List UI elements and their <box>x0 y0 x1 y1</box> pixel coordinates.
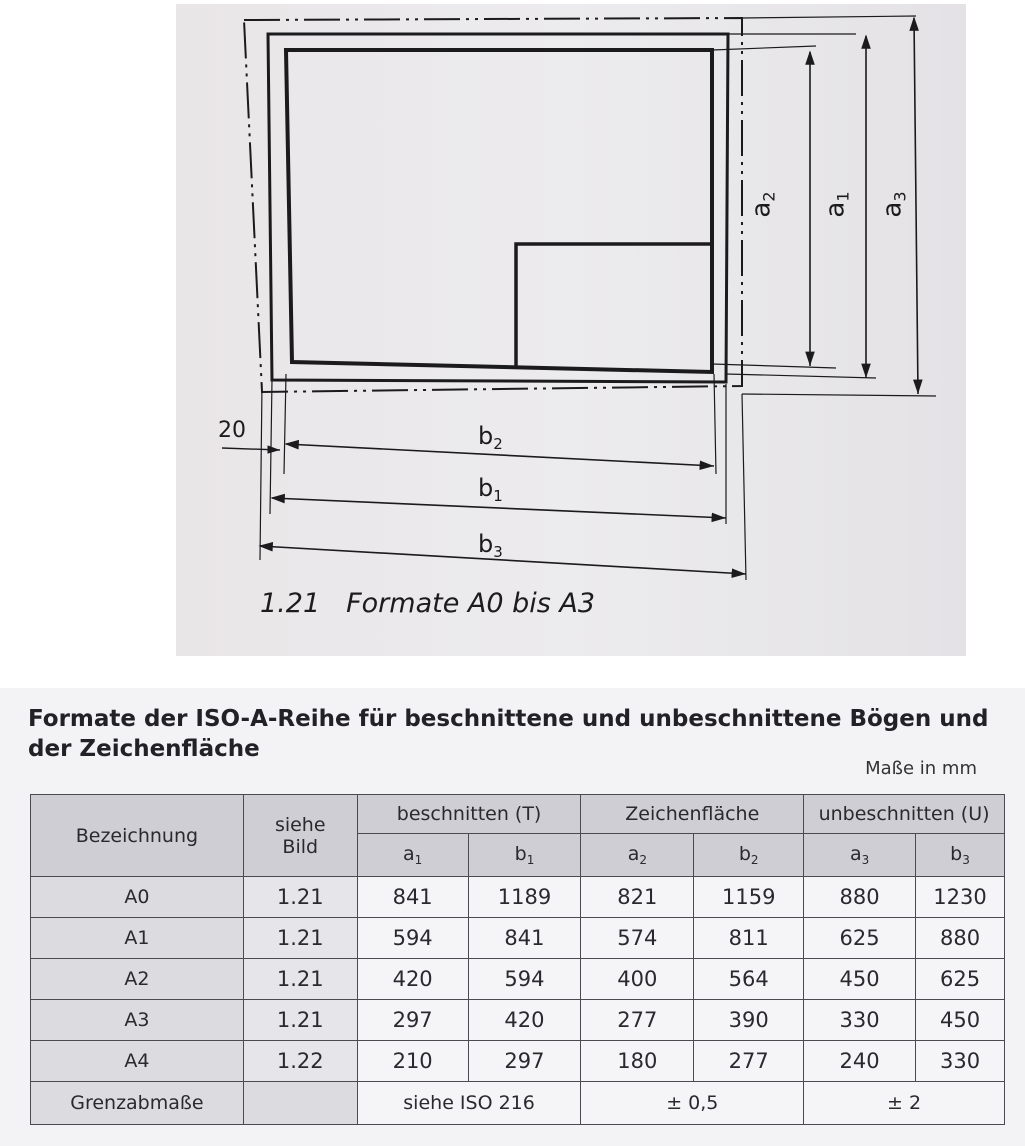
cell-b1: 297 <box>468 1041 581 1082</box>
cell-a2: 574 <box>581 918 694 959</box>
table-section <box>0 688 1025 1146</box>
header-a2: $a_2$ <box>581 834 694 877</box>
units-note: Maße in mm <box>865 758 977 779</box>
cell-b3: 330 <box>916 1041 1005 1082</box>
trimmed-sheet-outline <box>268 34 728 382</box>
header-b3: $b_3$ <box>916 834 1005 877</box>
cell-a2: 180 <box>581 1041 694 1082</box>
row-name: A1 <box>31 918 244 959</box>
limits-beschnitten: siehe ISO 216 <box>357 1082 581 1125</box>
cell-a1: 594 <box>357 918 468 959</box>
cell-b3: 1230 <box>916 877 1005 918</box>
cell-b2: 564 <box>694 959 804 1000</box>
row-ref: 1.21 <box>243 1000 357 1041</box>
label-a1: $a_1$ <box>820 191 853 218</box>
table-row <box>31 1041 1005 1082</box>
caption-text: Formate A0 bis A3 <box>346 588 596 619</box>
label-margin-20: 20 <box>218 418 246 443</box>
row-name: A4 <box>31 1041 244 1082</box>
cell-a3: 880 <box>804 877 916 918</box>
label-a2: $a_2$ <box>746 191 779 218</box>
row-name: A3 <box>31 1000 244 1041</box>
limits-empty-cell <box>243 1082 357 1125</box>
header-b2: $b_2$ <box>694 834 804 877</box>
header-a1: $a_1$ <box>357 834 468 877</box>
dim-line-a3 <box>914 18 918 394</box>
cell-a1: 420 <box>357 959 468 1000</box>
header-zeichenflaeche: Zeichenfläche <box>581 795 804 834</box>
header-bezeichnung: Bezeichnung <box>31 795 244 877</box>
figure-formats-a0-a3 <box>176 4 966 656</box>
cell-b1: 594 <box>468 959 581 1000</box>
label-a3: $a_3$ <box>877 191 910 218</box>
cell-a1: 841 <box>357 877 468 918</box>
table-row <box>31 959 1005 1000</box>
cell-a1: 210 <box>357 1041 468 1082</box>
untrimmed-sheet-outline <box>244 18 742 392</box>
label-b1: $b_1$ <box>478 474 503 505</box>
cell-a2: 400 <box>581 959 694 1000</box>
dim-line-b3 <box>260 546 746 574</box>
table-row <box>31 1000 1005 1041</box>
cell-b2: 390 <box>694 1000 804 1041</box>
cell-a2: 277 <box>581 1000 694 1041</box>
format-drawing <box>176 4 966 656</box>
cell-a2: 821 <box>581 877 694 918</box>
iso-format-table <box>30 794 1005 1125</box>
table-row <box>31 918 1005 959</box>
cell-a3: 330 <box>804 1000 916 1041</box>
cell-a3: 450 <box>804 959 916 1000</box>
header-a3: $a_3$ <box>804 834 916 877</box>
label-b3: $b_3$ <box>478 530 503 561</box>
drawing-area-outline <box>286 50 712 372</box>
limits-row <box>31 1082 1005 1125</box>
limits-unbeschnitten: ± 2 <box>804 1082 1005 1125</box>
figure-caption <box>260 588 595 619</box>
limits-zeichenflaeche: ± 0,5 <box>581 1082 804 1125</box>
table-title: Formate der ISO-A-Reihe für beschnittene und unbeschnittene Bögen und der Zeichenfläche <box>28 706 989 762</box>
row-ref: 1.21 <box>243 877 357 918</box>
header-siehe-bild: siehe Bild <box>243 795 357 877</box>
header-unbeschnitten: unbeschnitten (U) <box>804 795 1005 834</box>
limits-label: Grenzabmaße <box>31 1082 244 1125</box>
cell-b2: 277 <box>694 1041 804 1082</box>
header-b1: $b_1$ <box>468 834 581 877</box>
cell-b1: 841 <box>468 918 581 959</box>
row-ref: 1.21 <box>243 918 357 959</box>
cell-b2: 1159 <box>694 877 804 918</box>
cell-b3: 880 <box>916 918 1005 959</box>
cell-b2: 811 <box>694 918 804 959</box>
cell-b3: 625 <box>916 959 1005 1000</box>
cell-b1: 420 <box>468 1000 581 1041</box>
row-ref: 1.22 <box>243 1041 357 1082</box>
caption-number: 1.21 <box>260 588 321 619</box>
row-name: A0 <box>31 877 244 918</box>
label-b2: $b_2$ <box>478 422 503 453</box>
row-ref: 1.21 <box>243 959 357 1000</box>
cell-a3: 240 <box>804 1041 916 1082</box>
header-beschnitten: beschnitten (T) <box>357 795 581 834</box>
cell-a1: 297 <box>357 1000 468 1041</box>
cell-b3: 450 <box>916 1000 1005 1041</box>
table-row <box>31 877 1005 918</box>
row-name: A2 <box>31 959 244 1000</box>
title-block <box>516 244 712 366</box>
cell-b1: 1189 <box>468 877 581 918</box>
cell-a3: 625 <box>804 918 916 959</box>
